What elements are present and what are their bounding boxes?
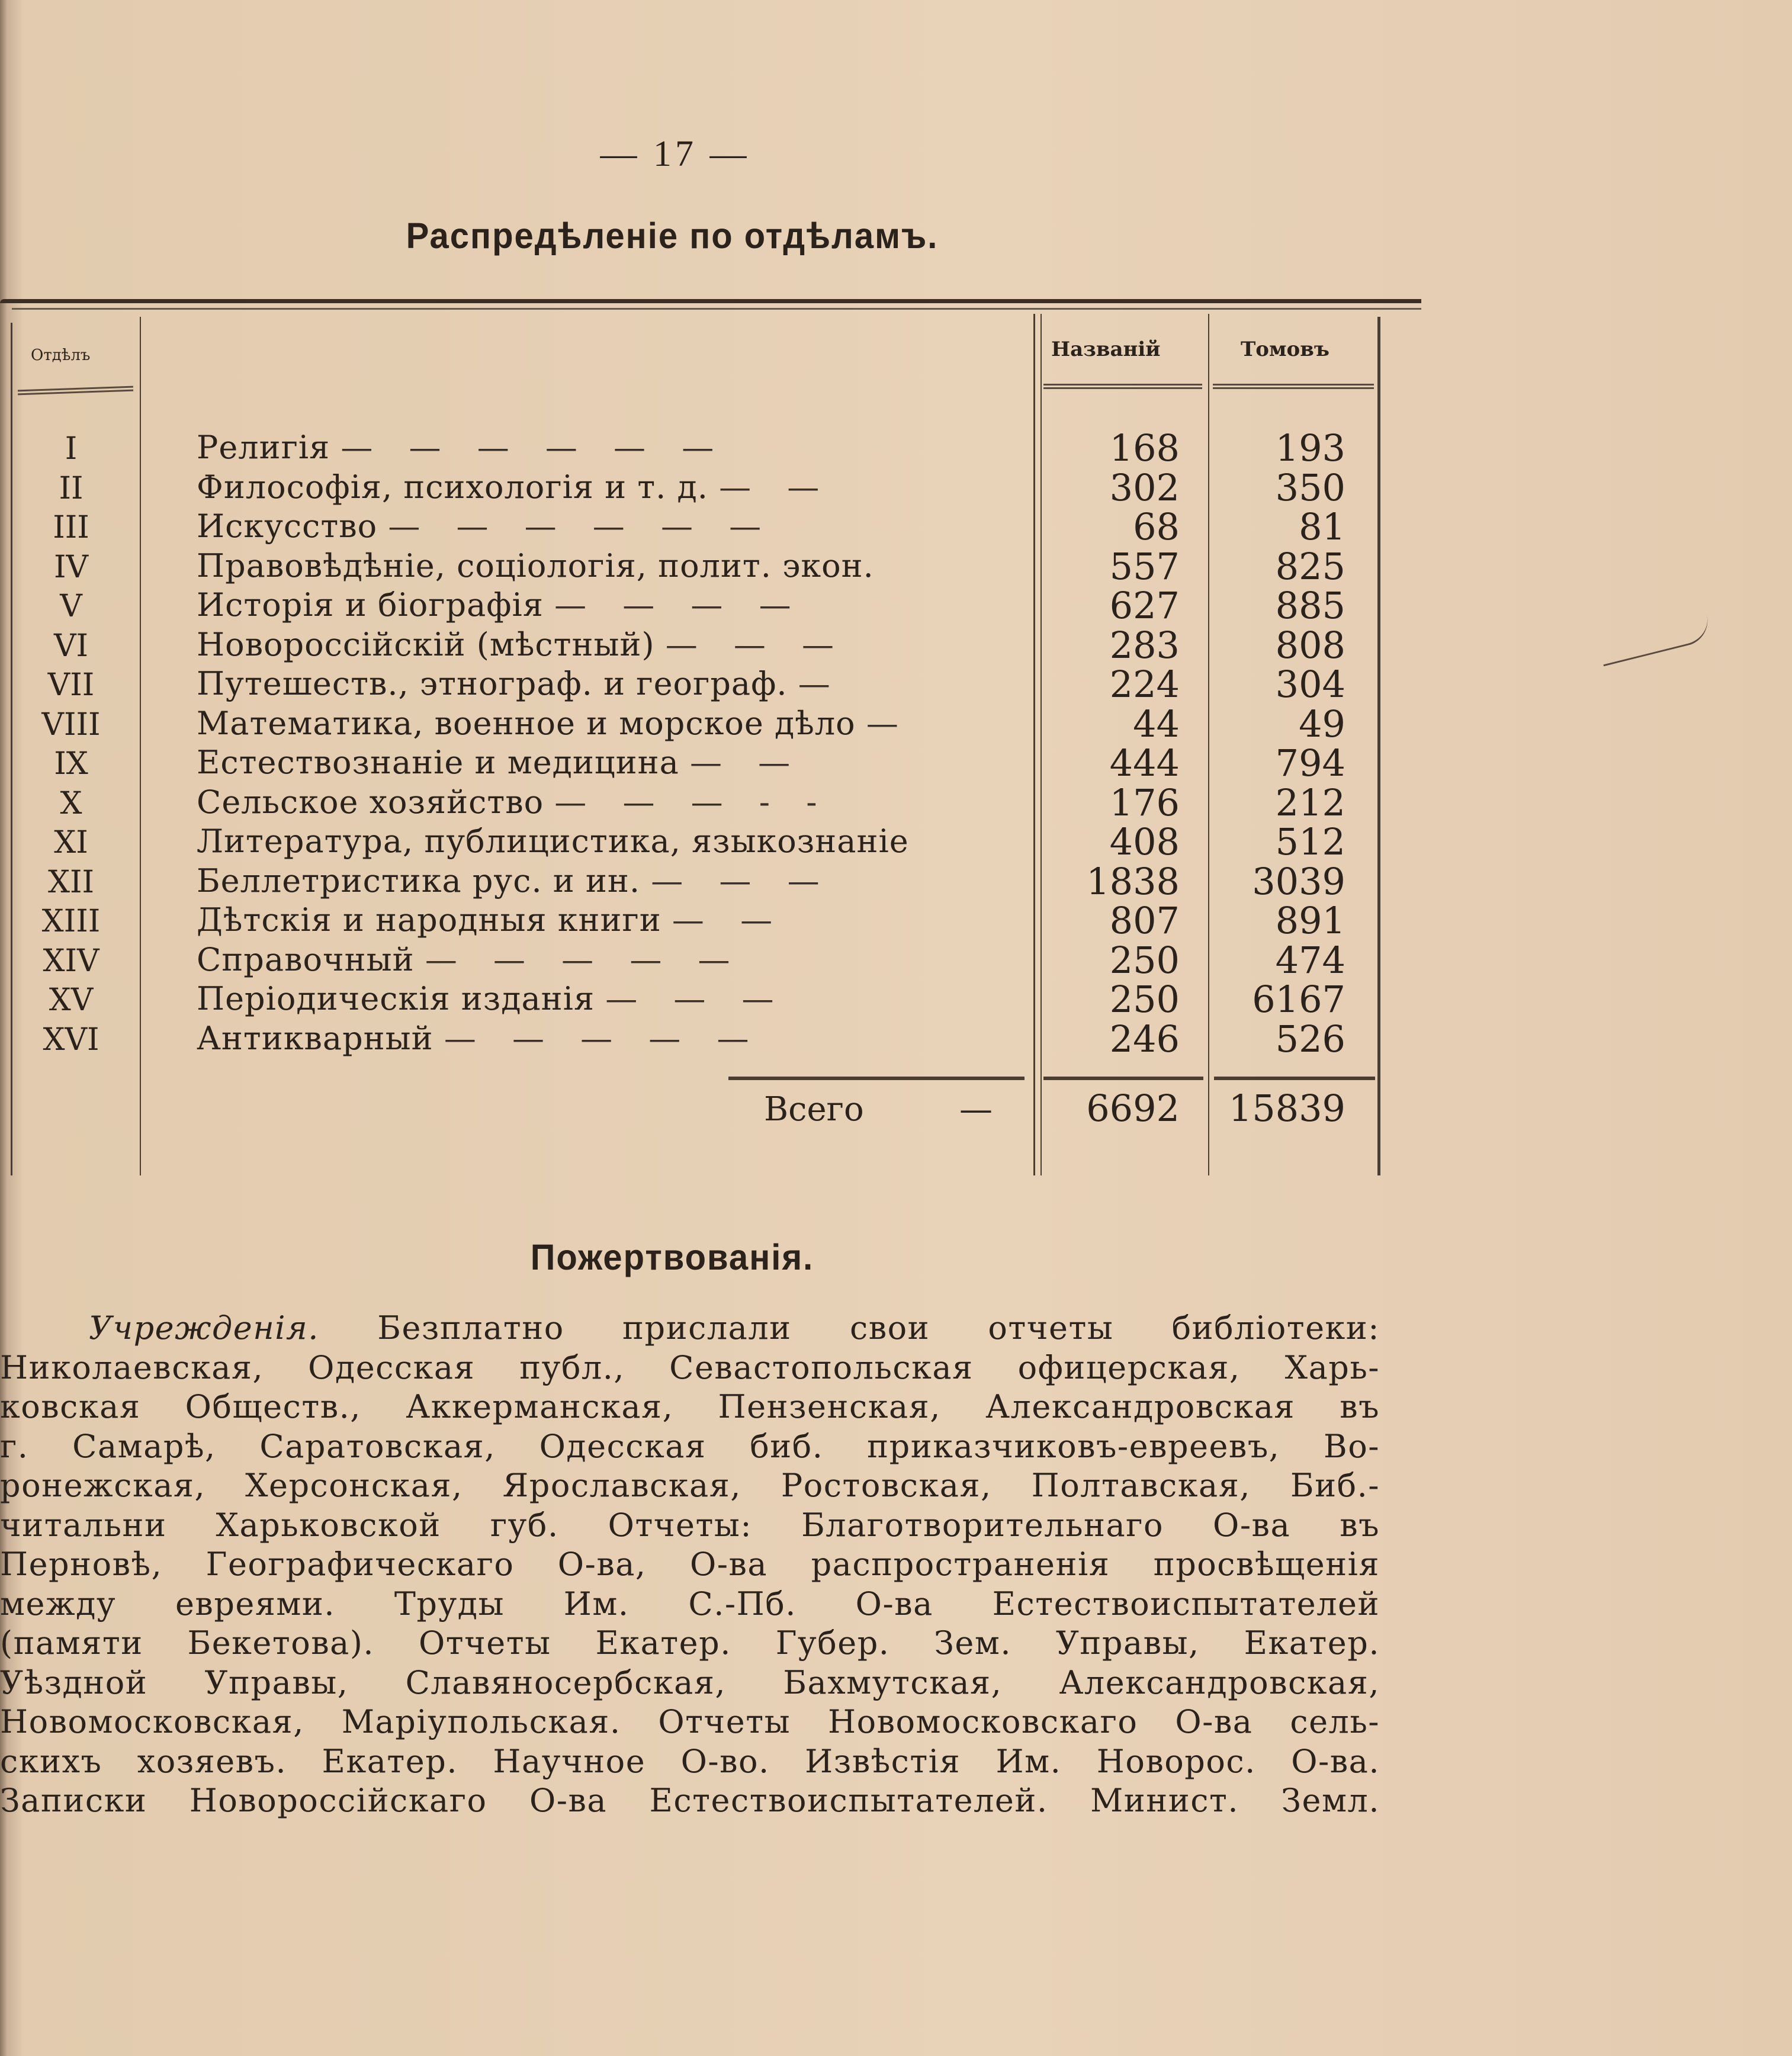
total-rule-titles	[1043, 1077, 1203, 1080]
distribution-table	[0, 299, 1421, 1175]
dept-number: XVI	[43, 1021, 99, 1058]
table-row	[0, 505, 1421, 548]
leader-dashes: — — —	[665, 625, 847, 663]
volumes-count: 350	[1275, 465, 1345, 509]
dept-number: IX	[54, 746, 88, 782]
volumes-count: 794	[1275, 741, 1345, 785]
dept-name: Математика, военное и морское дѣло	[197, 704, 856, 742]
dept-name: Искусство	[197, 507, 378, 545]
titles-count: 408	[1109, 820, 1180, 863]
leader-dashes: — — — — — —	[388, 507, 775, 545]
titles-count: 250	[1109, 978, 1180, 1021]
total-rule-label	[728, 1077, 1025, 1080]
table-row	[0, 426, 1421, 470]
dept-label	[197, 468, 1008, 506]
total-volumes: 15839	[1228, 1087, 1345, 1130]
dept-number: XI	[54, 825, 88, 860]
volumes-count: 212	[1275, 780, 1345, 824]
dept-number: XV	[49, 982, 94, 1018]
dept-number: III	[53, 510, 89, 545]
dept-name: Путешеств., этнограф. и географ.	[197, 665, 788, 702]
titles-count: 1838	[1086, 859, 1180, 903]
volumes-count: 3039	[1252, 859, 1345, 903]
volumes-count: 526	[1275, 1017, 1345, 1061]
dept-label	[197, 507, 1008, 545]
table-body	[0, 426, 1421, 1061]
paragraph-line: Николаевская, Одесская публ., Севастопольская офицерская, Харь-	[0, 1348, 1380, 1386]
dept-label	[197, 626, 1008, 663]
dept-number: IV	[53, 549, 89, 585]
section-title-donations: Пожертвованія.	[530, 1237, 814, 1278]
paragraph-line: читальни Харьковской губ. Отчеты: Благотворительнаго О-ва въ	[0, 1506, 1380, 1544]
header-dept: Отдѣлъ	[31, 346, 91, 364]
titles-count: 44	[1133, 702, 1180, 746]
volumes-count: 49	[1299, 702, 1345, 746]
leader-dashes: — — — — —	[444, 1019, 762, 1057]
dept-label	[197, 744, 1008, 781]
volumes-count: 512	[1275, 820, 1345, 863]
header-dept-underline	[18, 386, 133, 396]
table-row	[0, 663, 1421, 706]
leader-dashes: — — — - -	[554, 783, 830, 821]
table-row	[0, 544, 1421, 588]
table-row	[0, 899, 1421, 942]
volumes-count: 474	[1275, 938, 1345, 982]
total-rule-volumes	[1214, 1077, 1375, 1080]
table-row	[0, 938, 1421, 982]
table-row	[0, 820, 1421, 863]
leader-dashes: —	[798, 665, 843, 702]
header-titles: Названій	[1051, 338, 1161, 361]
dept-label	[197, 1020, 1008, 1057]
line-text: Безплатно прислали свои отчеты библіотеки:	[319, 1309, 1380, 1347]
total-label: Всего	[764, 1090, 864, 1129]
total-dash: —	[959, 1090, 993, 1129]
page-number: — 17 —	[600, 134, 750, 174]
leader-dashes: —	[866, 704, 911, 742]
paragraph-line: Новомосковская, Маріупольская. Отчеты Новомосковскаго О-ва сель-	[0, 1703, 1380, 1740]
titles-count: 176	[1109, 780, 1180, 824]
dept-name: Періодическія изданія	[197, 980, 595, 1017]
header-volumes: Томовъ	[1241, 338, 1329, 361]
total-titles: 6692	[1086, 1087, 1180, 1130]
table-row	[0, 465, 1421, 509]
table-row	[0, 741, 1421, 785]
leader-dashes: — — — — — —	[341, 429, 727, 466]
table-row	[0, 702, 1421, 746]
dept-name: Естествознаніе и медицина	[197, 744, 679, 781]
table-row	[0, 1017, 1421, 1061]
dept-label	[197, 823, 1008, 860]
dept-number: VI	[53, 628, 89, 664]
lead-word: Учрежденія.	[89, 1309, 319, 1347]
dept-number: X	[60, 785, 82, 821]
volumes-count: 808	[1275, 623, 1345, 667]
volumes-count: 885	[1275, 584, 1345, 627]
titles-count: 68	[1133, 505, 1180, 548]
dept-number: I	[65, 431, 78, 467]
titles-count: 168	[1109, 426, 1180, 470]
leader-dashes: — —	[689, 744, 804, 781]
volumes-count: 891	[1275, 899, 1345, 942]
dept-name: Сельское хозяйство	[197, 783, 544, 821]
volumes-count: 6167	[1252, 978, 1345, 1021]
dept-label	[197, 705, 1008, 742]
dept-number: II	[59, 470, 84, 506]
dept-name: Справочный	[197, 940, 415, 978]
table-row	[0, 859, 1421, 903]
header-titles-underline	[1043, 384, 1202, 389]
paragraph-line: Записки Новороссійскаго О-ва Естествоиспытателей. Минист. Земл.	[0, 1782, 1380, 1819]
dept-label	[197, 547, 1008, 584]
leader-dashes: — —	[719, 468, 833, 506]
dept-name: Антикварный	[197, 1019, 433, 1057]
table-top-rule	[0, 299, 1421, 303]
dept-name: Религія	[197, 429, 330, 466]
titles-count: 224	[1109, 663, 1180, 706]
leader-dashes: — —	[672, 901, 786, 939]
dept-label	[197, 980, 1008, 1017]
table-row	[0, 623, 1421, 667]
dept-name: Исторія и біографія	[197, 586, 544, 624]
volumes-count: 304	[1275, 663, 1345, 706]
titles-count: 302	[1109, 465, 1180, 509]
donations-paragraph	[0, 1309, 1380, 1821]
dept-number: XII	[47, 864, 95, 900]
titles-count: 250	[1109, 938, 1180, 982]
paragraph-line: скихъ хозяевъ. Екатер. Научное О-во. Извѣстія Им. Новорос. О-ва.	[0, 1742, 1380, 1780]
table-row	[0, 780, 1421, 824]
paragraph-line: ронежская, Херсонская, Ярославская, Ростовская, Полтавская, Биб.-	[0, 1467, 1380, 1504]
dept-number: XIII	[41, 904, 101, 939]
dept-name: Новороссійскій (мѣстный)	[197, 625, 655, 663]
table-row	[0, 978, 1421, 1021]
leader-dashes: — — — — —	[425, 940, 743, 978]
paragraph-line: Перновѣ, Географическаго О-ва, О-ва распространенія просвѣщенія	[0, 1546, 1380, 1583]
leader-dashes: — — —	[605, 980, 787, 1017]
dept-number: XIV	[43, 943, 99, 979]
dept-number: VIII	[41, 706, 101, 743]
paragraph-line: Уѣздной Управы, Славяносербская, Бахмутская, Александровская,	[0, 1663, 1380, 1701]
titles-count: 283	[1109, 623, 1180, 667]
titles-count: 246	[1109, 1017, 1180, 1061]
dept-number: V	[60, 589, 82, 624]
dept-name: Беллетристика рус. и ин.	[197, 862, 641, 900]
paragraph-line: (памяти Бекетова). Отчеты Екатер. Губер. Зем. Управы, Екатер.	[0, 1624, 1380, 1662]
titles-count: 444	[1109, 741, 1180, 785]
table-top-rule-thin	[12, 308, 1421, 310]
dept-label	[197, 783, 1008, 821]
paragraph-line: между евреями. Труды Им. С.-Пб. О-ва Естествоиспытателей	[0, 1585, 1380, 1623]
titles-count: 557	[1109, 544, 1180, 588]
paragraph-line: ковская Обществ., Аккерманская, Пензенская, Александровская въ	[0, 1388, 1380, 1425]
dept-label	[197, 665, 1008, 702]
leader-dashes: — — — —	[554, 586, 804, 624]
volumes-count: 825	[1275, 544, 1345, 588]
titles-count: 807	[1109, 899, 1180, 942]
margin-pen-mark	[1598, 615, 1713, 667]
titles-count: 627	[1109, 584, 1180, 627]
paragraph-line	[0, 1309, 1380, 1348]
volumes-count: 193	[1275, 426, 1345, 470]
dept-label	[197, 901, 1008, 939]
dept-label	[197, 586, 1008, 624]
dept-label	[197, 862, 1008, 900]
dept-label	[197, 941, 1008, 978]
table-row	[0, 584, 1421, 627]
volumes-count: 81	[1299, 505, 1345, 548]
header-volumes-underline	[1213, 384, 1374, 389]
dept-label	[197, 429, 1008, 466]
dept-name: Философія, психологія и т. д.	[197, 468, 708, 506]
section-title-distribution: Распредѣленіе по отдѣламъ.	[406, 216, 939, 256]
total-row	[0, 1087, 1421, 1134]
dept-name: Литература, публицистика, языкознаніе	[197, 823, 909, 860]
dept-number: VII	[47, 667, 95, 703]
dept-name: Дѣтскія и народныя книги	[197, 901, 661, 939]
dept-name: Правовѣдѣніе, соціологія, полит. экон.	[197, 547, 874, 584]
paragraph-line: г. Самарѣ, Саратовская, Одесская биб. приказчиковъ-евреевъ, Во-	[0, 1427, 1380, 1465]
leader-dashes: — — —	[651, 862, 833, 900]
